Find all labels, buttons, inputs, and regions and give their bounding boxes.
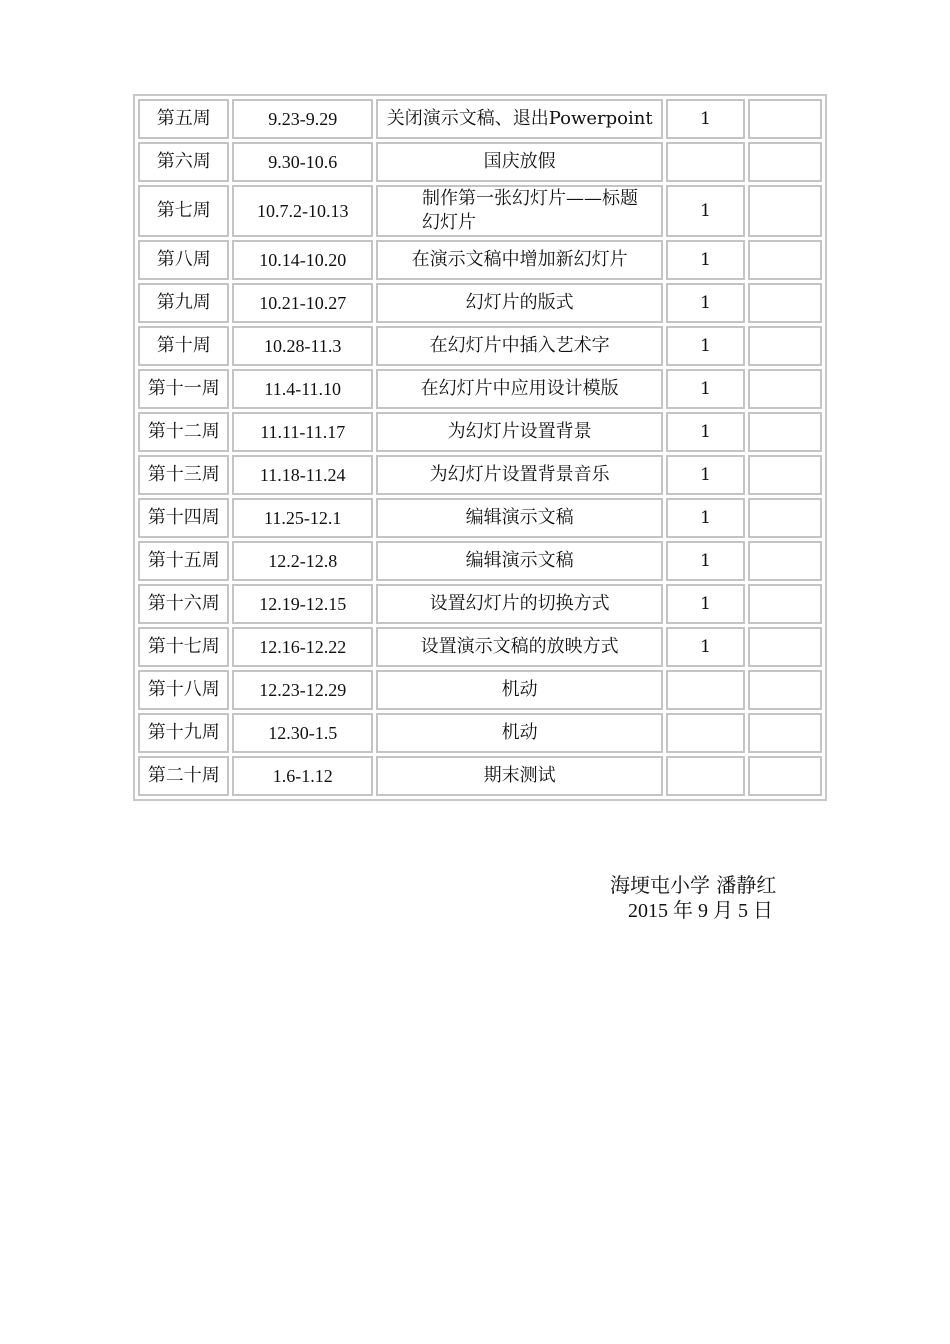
date-range-cell: 12.30-1.5 [232,713,373,753]
week-cell: 第十六周 [138,584,229,624]
topic-cell: 在演示文稿中增加新幻灯片 [376,240,663,280]
topic-cell: 期末测试 [376,756,663,796]
note-cell [748,99,822,139]
topic-cell: 为幻灯片设置背景 [376,412,663,452]
date-range-cell: 12.16-12.22 [232,627,373,667]
hours-cell: 1 [666,185,744,237]
hours-cell [666,142,744,182]
week-cell: 第十二周 [138,412,229,452]
topic-cell: 设置幻灯片的切换方式 [376,584,663,624]
school-teacher-name: 海埂屯小学 潘静红 [610,873,777,897]
date-range-cell: 11.25-12.1 [232,498,373,538]
date-range-cell: 10.14-10.20 [232,240,373,280]
topic-cell: 为幻灯片设置背景音乐 [376,455,663,495]
date-range-cell: 11.4-11.10 [232,369,373,409]
date-range-cell: 1.6-1.12 [232,756,373,796]
table-row [138,584,822,624]
date-range-cell: 11.18-11.24 [232,455,373,495]
date-range-cell: 10.21-10.27 [232,283,373,323]
table-row [138,326,822,366]
week-cell: 第十八周 [138,670,229,710]
week-cell: 第五周 [138,99,229,139]
table-row [138,670,822,710]
week-cell: 第十四周 [138,498,229,538]
table-row [138,541,822,581]
date-range-cell: 11.11-11.17 [232,412,373,452]
hours-cell: 1 [666,627,744,667]
note-cell [748,326,822,366]
week-cell: 第九周 [138,283,229,323]
week-cell: 第十五周 [138,541,229,581]
topic-cell: 编辑演示文稿 [376,541,663,581]
week-cell: 第十九周 [138,713,229,753]
hours-cell: 1 [666,455,744,495]
table-row [138,283,822,323]
schedule-body [138,99,822,796]
topic-cell: 幻灯片的版式 [376,283,663,323]
topic-cell: 机动 [376,670,663,710]
week-cell: 第十周 [138,326,229,366]
hours-cell: 1 [666,326,744,366]
signature-date: 2015 年 9 月 5 日 [628,900,773,922]
note-cell [748,369,822,409]
note-cell [748,713,822,753]
topic-cell: 在幻灯片中应用设计模版 [376,369,663,409]
table-row [138,713,822,753]
date-range-cell: 12.2-12.8 [232,541,373,581]
table-row [138,185,822,237]
topic-cell: 关闭演示文稿、退出Powerpoint [376,99,663,139]
table-row [138,455,822,495]
week-cell: 第十一周 [138,369,229,409]
hours-cell: 1 [666,412,744,452]
table-row [138,99,822,139]
note-cell [748,498,822,538]
week-cell: 第八周 [138,240,229,280]
week-cell: 第七周 [138,185,229,237]
note-cell [748,584,822,624]
date-range-cell: 9.23-9.29 [232,99,373,139]
teaching-schedule-table [133,94,827,801]
note-cell [748,142,822,182]
hours-cell: 1 [666,283,744,323]
note-cell [748,756,822,796]
topic-cell: 设置演示文稿的放映方式 [376,627,663,667]
note-cell [748,455,822,495]
date-range-cell: 12.23-12.29 [232,670,373,710]
date-range-cell: 9.30-10.6 [232,142,373,182]
topic-cell: 制作第一张幻灯片——标题幻灯片 [376,185,663,237]
table-row [138,498,822,538]
note-cell [748,627,822,667]
table-row [138,627,822,667]
hours-cell: 1 [666,240,744,280]
hours-cell [666,756,744,796]
hours-cell: 1 [666,99,744,139]
signature-block [600,872,820,924]
table-row [138,412,822,452]
note-cell [748,240,822,280]
table-row [138,240,822,280]
hours-cell: 1 [666,369,744,409]
week-cell: 第十七周 [138,627,229,667]
week-cell: 第二十周 [138,756,229,796]
note-cell [748,670,822,710]
hours-cell [666,670,744,710]
hours-cell [666,713,744,753]
table-row [138,369,822,409]
topic-cell: 机动 [376,713,663,753]
note-cell [748,185,822,237]
date-range-cell: 10.28-11.3 [232,326,373,366]
week-cell: 第十三周 [138,455,229,495]
hours-cell: 1 [666,584,744,624]
week-cell: 第六周 [138,142,229,182]
date-range-cell: 12.19-12.15 [232,584,373,624]
note-cell [748,412,822,452]
note-cell [748,283,822,323]
topic-cell: 编辑演示文稿 [376,498,663,538]
hours-cell: 1 [666,541,744,581]
note-cell [748,541,822,581]
table-row [138,756,822,796]
hours-cell: 1 [666,498,744,538]
date-range-cell: 10.7.2-10.13 [232,185,373,237]
topic-cell: 国庆放假 [376,142,663,182]
table-row [138,142,822,182]
topic-cell: 在幻灯片中插入艺术字 [376,326,663,366]
